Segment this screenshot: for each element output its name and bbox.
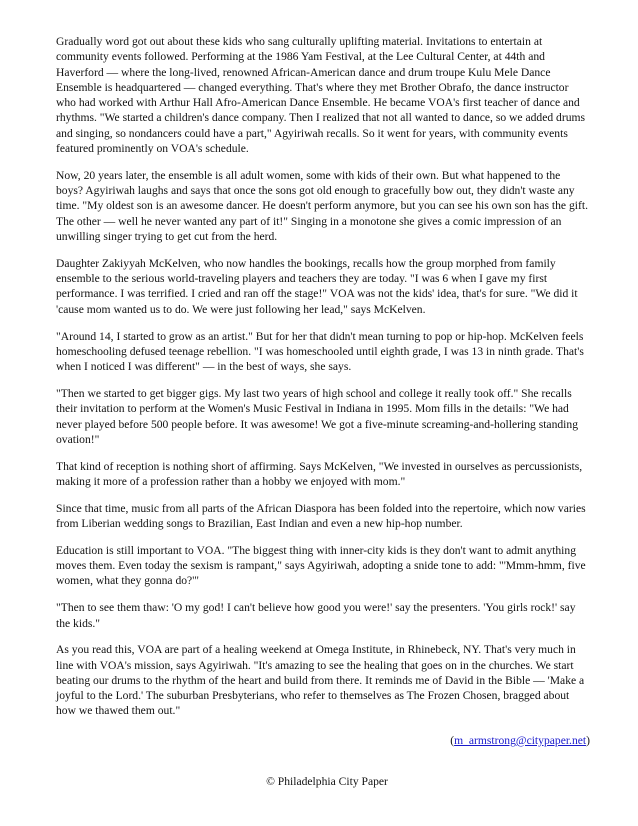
author-email-link[interactable]: m_armstrong@citypaper.net (454, 733, 587, 747)
paragraph-1: Gradually word got out about these kids who sang culturally uplifting material. Invitations to entertain at community events followed. Performing at the 1986 Yam Festival, at the Lee Cultural Center, at 44th and Haverford — where the long-lived, renowned African-American dance and drum troupe Kulu Mele Dance Ensemble is headquartered — changed everything. That's where they met Brother Obrafo, the dance instructor who had worked with Arthur Hall Afro-American Dance Ensemble. He became VOA's first teacher of dance and rhythms. "We started a children's dance company. Then I realized that not all wanted to dance, so we added drums and singing, so nondancers could have a part," Agyiriwah recalls. So it went for years, with community events featured prominently on VOA's schedule. (56, 35, 586, 156)
article-body (56, 34, 590, 719)
paragraph-2: Now, 20 years later, the ensemble is all adult women, some with kids of their own. But what happened to the boys? Agyiriwah laughs and says that once the sons got old enough to gracefully bow out, they didn't waste any time. "My oldest son is an awesome dancer. He doesn't perform anymore, but you can see his own son has the gift. The other — well he never wanted any part of it!" Singing in a monotone she gives a comic impression of an unwilling singer trying to get cut from the herd. (56, 168, 588, 244)
paragraph-5: "Then we started to get bigger gigs. My last two years of high school and college it really took off." She recalls their invitation to perform at the Women's Music Festival in Indiana in 1995. Mom fills in the details: "We had never played before 500 people before. It was awesome! We got a five-minute screaming-and-hollering standing ovation!" (56, 386, 578, 446)
paragraph-8: Education is still important to VOA. "The biggest thing with inner-city kids is they don't want to admit anything moves them. Even today the sexism is rampant," says Agyiriwah, adopting a snide tone to add: "'Mmm-hmm, five women, what they gonna do?'" (56, 543, 586, 588)
copyright-notice: © Philadelphia City Paper (266, 775, 388, 789)
contact-close-paren: ) (586, 733, 590, 747)
paragraph-9: "Then to see them thaw: 'O my god! I can't believe how good you were!' say the presenters. 'You girls rock!' say the kids." (56, 601, 576, 630)
author-contact (56, 733, 590, 748)
paragraph-4: "Around 14, I started to grow as an artist." But for her that didn't mean turning to pop or hip-hop. McKelven feels homeschooling defused teenage rebellion. "I was homeschooled until eighth grade, I was 13 in ninth grade. That's when I noticed I was different" — in the best of ways, she says. (56, 329, 584, 374)
paragraph-7: Since that time, music from all parts of the African Diaspora has been folded into the repertoire, which now varies from Liberian wedding songs to Brazilian, East Indian and even a new hip-hop number. (56, 501, 586, 531)
contact-open-paren: ( (450, 733, 455, 747)
paragraph-6: That kind of reception is nothing short of affirming. Says McKelven, "We invested in ourselves as percussionists, making it more of a profession rather than a hobby we enjoyed with mom." (56, 459, 583, 488)
paragraph-10: As you read this, VOA are part of a healing weekend at Omega Institute, in Rhinebeck, NY. That's very much in line with VOA's mission, says Agyiriwah. "It's amazing to see the healing that goes on in the churches. We start beating our drums to the rhythm of the heart and build from there. It reminds me of David in the Bible — 'Make a joyful to the Lord.' The suburban Presbyterians, who refer to themselves as The Frozen Chosen, bragged about how we thawed them out." (56, 643, 585, 718)
paragraph-3: Daughter Zakiyyah McKelven, who now handles the bookings, recalls how the group morphed from family ensemble to the serious world-traveling players and teachers they are today. "I was 6 when I gave my first performance. I was terrified. I cried and ran off the stage!" VOA was not the kids' idea, that's for sure. "We did it 'cause mom wanted us to do. We were just following her lead," says McKelven. (56, 256, 578, 316)
